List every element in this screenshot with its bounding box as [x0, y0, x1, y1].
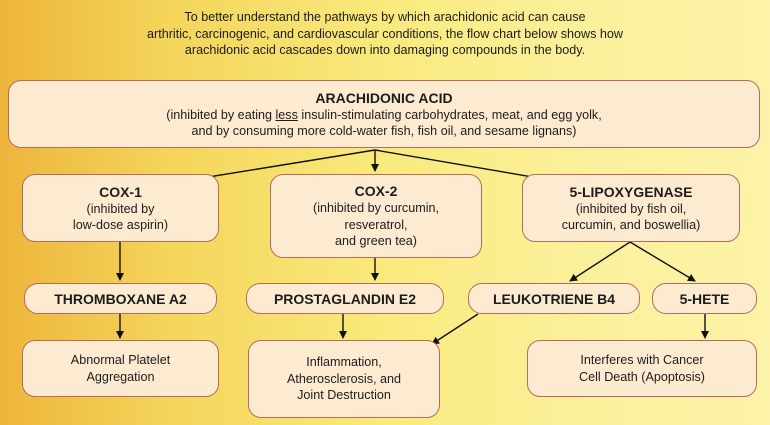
leukotriene-b4-node: LEUKOTRIENE B4 [468, 283, 640, 314]
inflammation-line-1: Inflammation, [306, 355, 382, 370]
5-hete-node: 5-HETE [652, 283, 757, 314]
platelet-line-1: Abnormal Platelet [70, 353, 171, 367]
root-line1-pre: (inhibited by eating [166, 107, 276, 122]
intro-line-3: arachidonic acid cascades down into damaging compounds in the body. [184, 43, 586, 57]
arrow-leukotriene-to-inflammation [432, 314, 478, 344]
root-line1-post: insulin-stimulating carbohydrates, meat, and egg yolk, [297, 107, 602, 122]
arrow-lox-to-hete [630, 242, 695, 281]
cox1-line-1: (inhibited by [86, 201, 155, 216]
lipoxygenase-line-2: curcumin, and boswellia) [561, 218, 701, 232]
lipoxygenase-line-1: (inhibited by fish oil, [575, 201, 687, 216]
cox2-line-3: and green tea) [335, 234, 417, 249]
intro-line-1: To better understand the pathways by which arachidonic acid can cause [184, 10, 586, 24]
cox1-line-2: low-dose aspirin) [72, 218, 169, 232]
arachidonic-acid-line-1 [166, 107, 601, 124]
cox2-title: COX-2 [354, 183, 398, 200]
intro-text [95, 9, 675, 59]
intro-line-2: arthritic, carcinogenic, and cardiovascular conditions, the flow chart below shows how [147, 26, 623, 41]
inflammation-outcome-box [248, 340, 440, 418]
prostaglandin-e2-node: PROSTAGLANDIN E2 [246, 283, 444, 314]
thromboxane-a2-node: THROMBOXANE A2 [24, 283, 217, 314]
cox2-line-1: (inhibited by curcumin, [313, 201, 439, 216]
inflammation-line-2: Atherosclerosis, and [286, 371, 402, 386]
arrow-lox-to-leukotriene [570, 242, 630, 281]
cancer-outcome-box [527, 340, 757, 397]
cox1-title: COX-1 [99, 183, 142, 200]
cox2-line-2: resveratrol, [344, 217, 408, 232]
cancer-line-2: Cell Death (Apoptosis) [579, 369, 705, 384]
cox2-box [270, 174, 482, 258]
cancer-line-1: Interferes with Cancer [580, 353, 704, 367]
root-line1-underlined: less [275, 107, 298, 122]
lipoxygenase-title: 5-LIPOXYGENASE [569, 183, 693, 200]
lipoxygenase-box [522, 174, 740, 242]
platelet-line-2: Aggregation [86, 369, 155, 384]
platelet-outcome-box [22, 340, 219, 397]
inflammation-line-3: Joint Destruction [297, 388, 391, 403]
cox1-box [22, 174, 219, 242]
arachidonic-acid-title: ARACHIDONIC ACID [315, 89, 453, 106]
arachidonic-acid-line-2: and by consuming more cold-water fish, fish oil, and sesame lignans) [191, 124, 577, 138]
arachidonic-acid-box [8, 80, 760, 148]
